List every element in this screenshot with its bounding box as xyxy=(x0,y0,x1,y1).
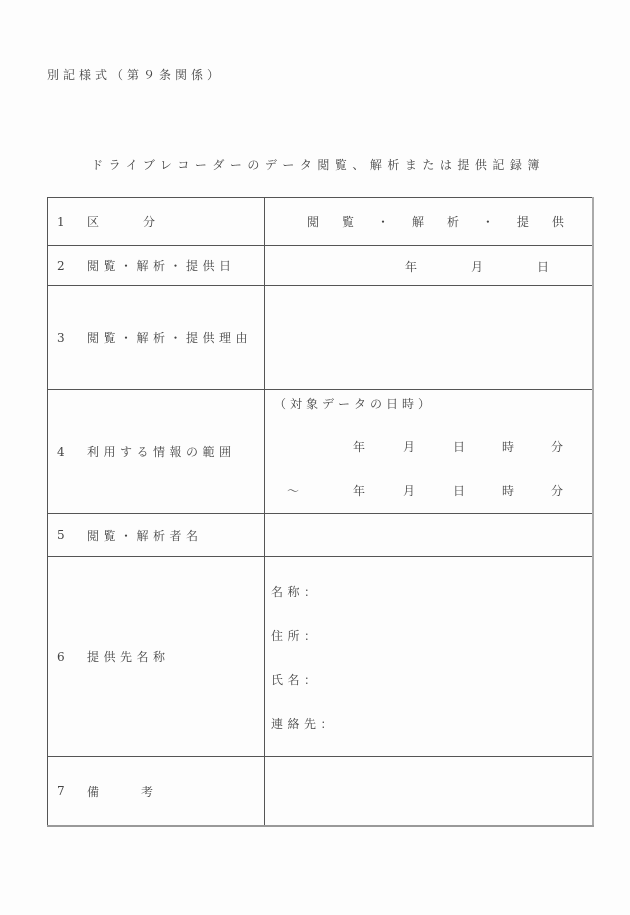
range-separator: ～ xyxy=(287,484,300,498)
from-month-label: 月 xyxy=(403,440,416,454)
row-number: 2 xyxy=(57,258,65,273)
from-minute-label: 分 xyxy=(551,440,564,454)
row-label-part: 区 xyxy=(87,215,100,229)
record-table xyxy=(47,197,594,827)
range-field[interactable] xyxy=(265,390,594,514)
from-hour-label: 時 xyxy=(502,440,515,454)
range-to[interactable] xyxy=(265,482,592,498)
row-label-part: 分 xyxy=(143,215,156,229)
form-label: 別記様式（第９条関係） xyxy=(47,68,224,82)
label-cell xyxy=(48,246,265,286)
row-label: 閲覧・解析者名 xyxy=(87,528,203,543)
to-hour-label: 時 xyxy=(502,484,515,498)
range-caption: （対象データの日時） xyxy=(274,397,435,411)
label-cell xyxy=(48,390,265,514)
category-options-cell[interactable] xyxy=(265,198,594,246)
reason-field[interactable] xyxy=(265,286,594,390)
row-label: 閲覧・解析・提供理由 xyxy=(87,331,253,345)
remarks-field[interactable] xyxy=(265,757,594,827)
separator-dot: ・ xyxy=(481,215,494,229)
recipient-contact-label: 連絡先： xyxy=(271,717,338,731)
row-number: 7 xyxy=(57,784,65,798)
label-cell xyxy=(48,198,265,246)
date-field[interactable] xyxy=(265,246,594,286)
row-number: 3 xyxy=(57,330,65,345)
row-label: 利用する情報の範囲 xyxy=(87,445,236,459)
row-number: 1 xyxy=(57,214,65,229)
recipient-name-label: 名称： xyxy=(271,585,321,599)
year-label: 年 xyxy=(405,259,418,274)
table-row-remarks xyxy=(48,757,594,827)
from-year-label: 年 xyxy=(353,440,366,454)
option-provide-2[interactable]: 供 xyxy=(551,215,564,229)
document-title: ドライブレコーダーのデータ閲覧、解析または提供記録簿 xyxy=(91,158,545,172)
option-analyze-2[interactable]: 析 xyxy=(446,215,459,229)
month-label: 月 xyxy=(471,259,484,274)
separator-dot: ・ xyxy=(376,215,389,229)
to-minute-label: 分 xyxy=(551,484,564,498)
table-row-recipient xyxy=(48,557,594,757)
table-row-reason xyxy=(48,286,594,390)
range-from[interactable] xyxy=(265,438,592,454)
option-browse-1[interactable]: 閲 xyxy=(307,215,320,229)
option-browse-2[interactable]: 覧 xyxy=(341,215,354,229)
to-year-label: 年 xyxy=(353,484,366,498)
recipient-person-label: 氏名： xyxy=(271,673,321,687)
label-cell xyxy=(48,557,265,757)
analyst-name-field[interactable] xyxy=(265,514,594,557)
label-cell xyxy=(48,286,265,390)
table-row-category xyxy=(48,198,594,246)
row-number: 4 xyxy=(57,444,65,459)
to-day-label: 日 xyxy=(453,484,466,498)
row-label: 提供先名称 xyxy=(87,650,170,664)
table-row-analyst xyxy=(48,514,594,557)
option-analyze-1[interactable]: 解 xyxy=(411,215,424,229)
table-row-range xyxy=(48,390,594,514)
label-cell xyxy=(48,514,265,557)
day-label: 日 xyxy=(537,259,550,274)
from-day-label: 日 xyxy=(453,440,466,454)
row-label-part: 考 xyxy=(141,784,154,799)
row-label-part: 備 xyxy=(87,784,100,799)
label-cell xyxy=(48,757,265,827)
table-row-date xyxy=(48,246,594,286)
row-number: 5 xyxy=(57,528,65,542)
recipient-address-label: 住所： xyxy=(271,629,321,643)
row-number: 6 xyxy=(57,649,65,664)
to-month-label: 月 xyxy=(403,484,416,498)
row-label: 閲覧・解析・提供日 xyxy=(87,259,236,273)
recipient-field[interactable] xyxy=(265,557,594,757)
option-provide-1[interactable]: 提 xyxy=(516,215,529,229)
